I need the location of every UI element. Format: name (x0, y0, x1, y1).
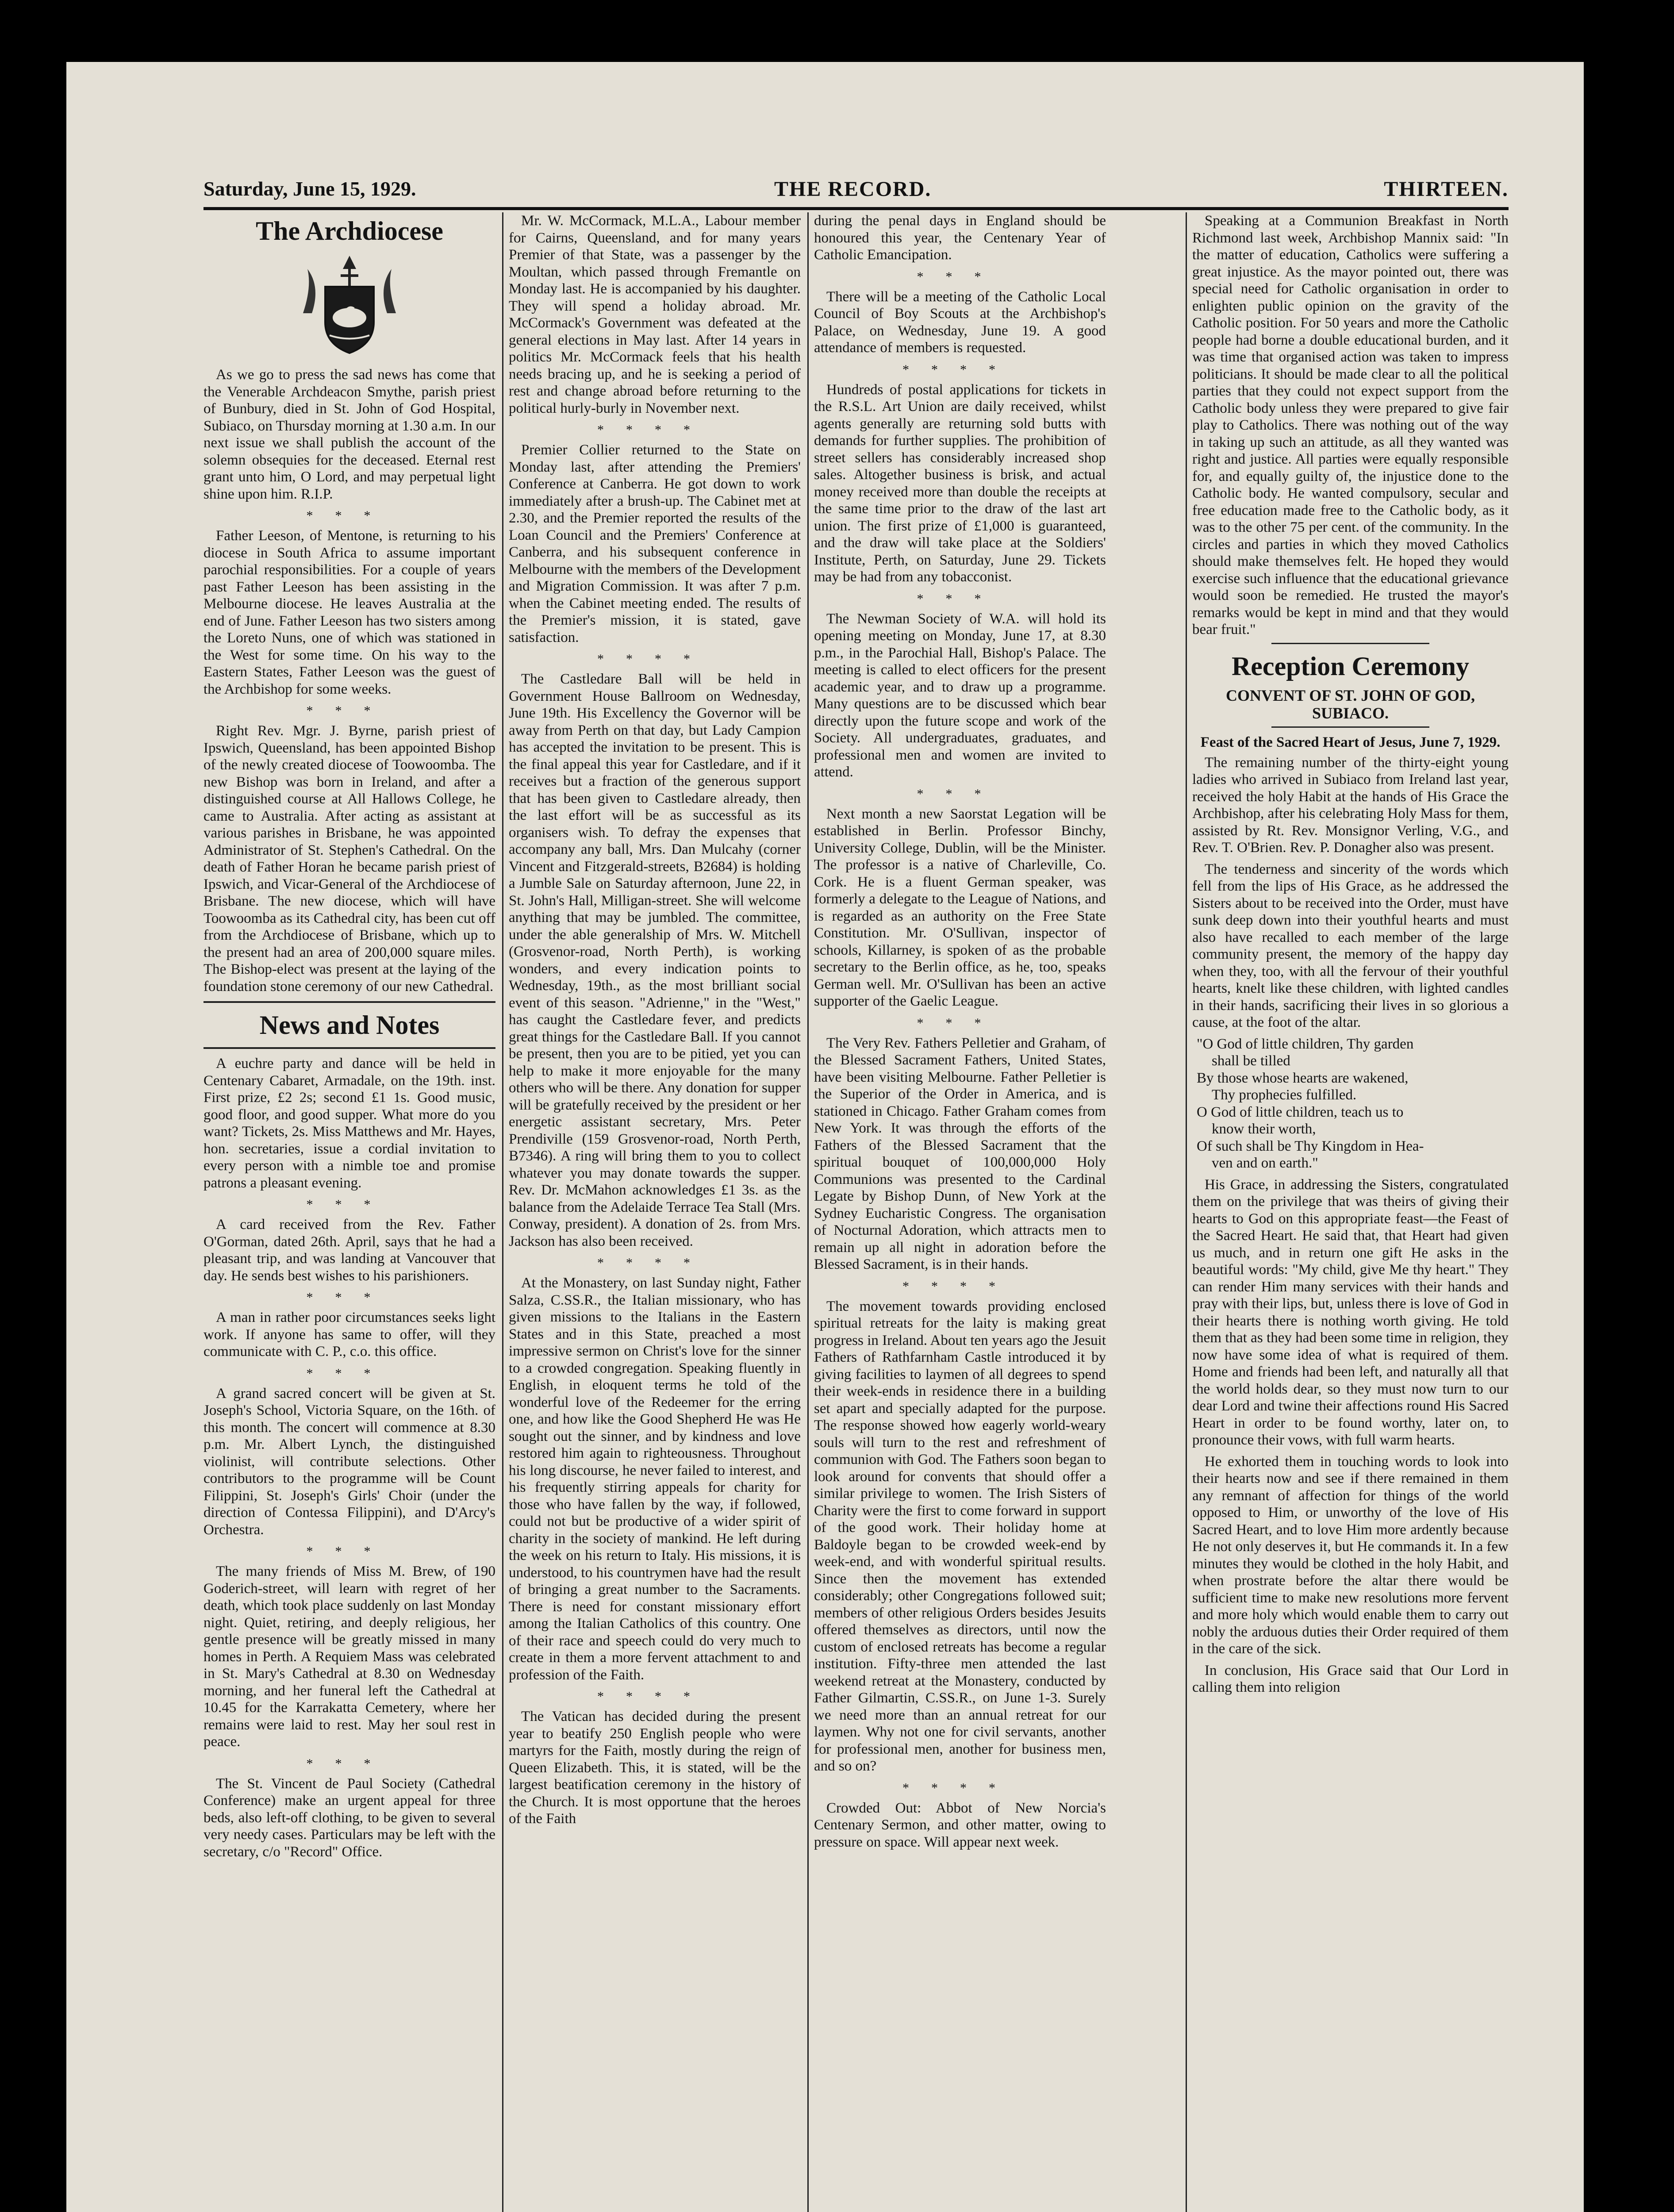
star-separator: *** (917, 269, 1003, 284)
issue-date: Saturday, June 15, 1929. (203, 177, 416, 200)
section-rule (203, 1047, 495, 1049)
article-paragraph: The St. Vincent de Paul Society (Cathedral Conference) make an urgent appeal for three beds, also left-off clothing, to be given to several very needy cases. Particulars may be left with the secretary, c/o "Record" Office. (203, 1775, 495, 1860)
star-separator: **** (902, 1279, 1017, 1294)
column-4 (1192, 212, 1509, 2212)
article-paragraph: Mr. W. McCormack, M.L.A., Labour member for Cairns, Queensland, and for many years Premier of that State, was a passenger by the Moultan, which passed through Fremantle on Monday last. He is accompanied by his daughter. They will spend a holiday abroad. Mr. McCormack's Government was defeated at the general elections in May last. After 14 years in politics Mr. McCormack feels that his health needs bracing up, and he is seeking a period of rest and change abroad before returning to the political hurly-burly in November next. (509, 213, 801, 416)
section-rule (203, 1001, 495, 1003)
column-divider (1186, 212, 1187, 2212)
section-heading: The Archdiocese (256, 216, 443, 246)
poem-line: By those whose hearts are wakened, (1197, 1070, 1409, 1086)
article-paragraph: Speaking at a Communion Breakfast in North Richmond last week, Archbishop Mannix said: "In the matter of education, Catholics were suffering a great injustice. As the mayor pointed out, there was special need for Catholic organisation in order to enlighten public opinion on the gravity of the Catholic position. For 50 years and more the Catholic people had borne a double educational burden, and it was time that organised action was taken to impress politicians. It should be made clear to all the political parties that they could not expect support from the Catholic body unless they were prepared to give fair play to Catholics. There was nothing out of the way in taking up such an attitude, as all they wanted was right and justice. All parties were equally responsible for, and equally guilty of, the injustice done to the Catholic body. He wanted compulsory, secular and free education made free to the Catholic body, as it was to the other 75 per cent. of the community. In the circles and parties in which they moved Catholics should make themselves felt. He hoped they would exercise such influence that the educational grievance would soon be remedied. He trusted the mayor's remarks would be kept in mind and that they would bear fruit." (1192, 213, 1509, 637)
feast-heading: Feast of the Sacred Heart of Jesus, June 7, 1929. (1200, 734, 1501, 750)
article-paragraph: The tenderness and sincerity of the words which fell from the lips of His Grace, as he addressed the Sisters about to be received into the Order, must have sunk deep down into their youthful hearts and must also have recalled to each member of the large community present, the memory of the happy day when they, too, with all the fervour of their youthful hearts, knelt like these children, with lighted candles in their hands, sacrificing their lives in so glorious a cause, at the foot of the altar. (1192, 861, 1509, 1030)
poem-line: know their worth, (1212, 1121, 1316, 1137)
article-paragraph: The Very Rev. Fathers Pelletier and Graham, of the Blessed Sacrament Fathers, United States, have been visiting Melbourne. Father Pelletier is the Superior of the Order in America, and is stationed in Chicago. Father Graham comes from New York. It was through the efforts of the Fathers of the Blessed Sacrament that the spiritual bouquet of 100,000,000 Holy Communions was presented to the Cardinal Legate by Bishop Dunn, of New York at the Sydney Eucharistic Congress. The organisation of Nocturnal Adoration, which attracts men to remain up all night in adoration before the Blessed Sacrament, is in their hands. (814, 1035, 1106, 1272)
article-paragraph: Crowded Out: Abbot of New Norcia's Centenary Sermon, and other matter, owing to pressure on space. Will appear next week. (814, 1800, 1106, 1850)
article-paragraph: As we go to press the sad news has come that the Venerable Archdeacon Smythe, parish priest of Bunbury, died in St. John of God Hospital, Subiaco, on Thursday morning at 1.30 a.m. In our next issue we shall publish the account of the solemn obsequies for the deceased. Eternal rest grant unto him, O Lord, and may perpetual light shine upon him. R.I.P. (203, 367, 495, 502)
column-2 (509, 212, 801, 2212)
article-paragraph: He exhorted them in touching words to look into their hearts now and see if there remained in them any remnant of affection for things of the world opposed to Him, or unworthy of the love of His Sacred Heart, and to love Him more ardently because He not only deserves it, but He commands it. In a few minutes they would be clothed in the holy Habit, and when prostrate before the altar there would be sufficient time to make new resolutions more fervent and more holy which would enable them to carry out nobly the arduous duties their Order required of them in the care of the sick. (1192, 1453, 1509, 1657)
article-paragraph: Premier Collier returned to the State on Monday last, after attending the Premiers' Conference at Canberra. He got down to work immediately after a brush-up. The Cabinet met at 2.30, and the Premier reported the results of the Loan Council and the Premiers' Conference at Canberra, and his subsequent conference in Melbourne with the members of the Development and Migration Commission. It was after 7 p.m. when the Cabinet meeting ended. The results of the Premier's mission, it is stated, gave satisfaction. (509, 442, 801, 645)
article-paragraph: The many friends of Miss M. Brew, of 190 Goderich-street, will learn with regret of her death, which took place suddenly on last Monday night. Quiet, retiring, and deeply religious, her gentle presence will be greatly missed in many homes in Perth. A Requiem Mass was celebrated in St. Mary's Cathedral at 8.30 on Wednesday morning, and her funeral left the Cathedral at 10.45 for the Karrakatta Cemetery, where her remains were laid to rest. May her soul rest in peace. (203, 1563, 495, 1750)
star-separator: **** (597, 422, 712, 437)
star-separator: *** (917, 591, 1003, 606)
star-separator: **** (597, 1689, 712, 1704)
star-separator: *** (306, 1197, 393, 1212)
article-paragraph: His Grace, in addressing the Sisters, congratulated them on the privilege that was theirs of giving their hearts to God on this appropriate feast—the Feast of the Sacred Heart. He said that, that Heart had given us much, and in return one gift He asks in the beautiful words: "My child, give Me thy heart." They can render Him many services with their hands and pray with their lips, but, unless there is love of God in their hearts there is nothing worth giving. He told them that as they had been some time in religion, they now have some idea of what is required of them. Home and friends had been left, and naturally all that the world holds dear, so they must now turn to our dear Lord and twine their affections round His Sacred Heart in order to be found worthy, later on, to pronounce their vows, with full warm hearts. (1192, 1176, 1509, 1448)
article-paragraph: A grand sacred concert will be given at St. Joseph's School, Victoria Square, on the 16th. of this month. The concert will commence at 8.30 p.m. Mr. Albert Lynch, the distinguished violinist, will contribute selections. Other contributors to the programme will be Count Filippini, St. Joseph's Girls' Choir (under the direction of Contessa Filippini), and D'Arcy's Orchestra. (203, 1385, 495, 1538)
section-rule (1271, 726, 1430, 728)
column-divider (807, 212, 809, 2212)
header-rule (203, 207, 1509, 210)
section-heading: News and Notes (259, 1010, 440, 1040)
masthead-title: THE RECORD. (774, 177, 932, 201)
section-heading: Reception Ceremony (1231, 651, 1470, 681)
article-paragraph: In conclusion, His Grace said that Our Lord in calling them into religion (1192, 1662, 1509, 1695)
star-separator: **** (902, 362, 1017, 377)
star-separator: *** (306, 1544, 393, 1559)
article-paragraph: Father Leeson, of Mentone, is returning to his diocese in South Africa to assume important parochial responsibilities. For a couple of years past Father Leeson has been assisting in the Melbourne diocese. He leaves Australia at the end of June. Father Leeson has two sisters among the Loreto Nuns, one of which was stationed in the West for some time. On his way to the Eastern States, Father Leeson was the guest of the Archbishop for some weeks. (203, 528, 495, 697)
article-paragraph: At the Monastery, on last Sunday night, Father Salza, C.SS.R., the Italian missionary, who has given missions to the Italians in the Eastern States and in this State, preached a most impressive sermon on Christ's love for the sinner to a crowded congregation. Speaking fluently in English, in eloquent terms he told of the wonderful love of the Redeemer for the erring one, and how like the Good Shepherd He was He sought out the sinner, and by kindness and love restored him again to righteousness. Throughout his long discourse, he never failed to interest, and his frequently stirring appeals for charity for those who have fallen by the way, if followed, could not but be productive of a wider spirit of charity in the society of mankind. He left during the week on his return to Italy. His missions, it is understood, to his countrymen have had the result of bringing a great number to the Sacraments. There is need for constant missionary effort among the Italian Catholics of this country. One of their race and speech could do very much to create in them a more fervent attachment to and profession of the Faith. (509, 1275, 801, 1683)
star-separator: *** (917, 1015, 1003, 1030)
archdiocese-crest-icon (294, 251, 405, 362)
article-paragraph: Next month a new Saorstat Legation will be established in Berlin. Professor Binchy, University College, Dublin, will be the Minister. The professor is a native of Charleville, Co. Cork. He is a fluent German speaker, was formerly a delegate to the League of Nations, and is regarded as an authority on the Free State Constitution. Mr. O'Sullivan, inspector of schools, Killarney, is spoken of as the probable secretary to the Berlin office, as he, too, speaks German well. Mr. O'Sullivan has been an active supporter of the Gaelic League. (814, 806, 1106, 1009)
star-separator: **** (902, 1780, 1017, 1795)
article-paragraph: The Castledare Ball will be held in Government House Ballroom on Wednesday, June 19th. His Excellency the Governor will be away from Perth on that day, but Lady Campion has accepted the invitation to be present. This is the final appeal this year for Castledare, and if it receives but a fraction of the generous support that has been given to Castledare already, then the last effort will be as successful as its organisers wish. To defray the expenses that accompany any ball, Mrs. Dan Mulcahy (corner Vincent and Fitzgerald-streets, B2684) is holding a Jumble Sale on Saturday afternoon, June 22, in St. John's Hall, Milligan-street. She will welcome anything that may be jumbled. The committee, under the able generalship of Mrs. W. Mitchell (Grosvenor-road, North Perth), is working wonders, and every indication points to Wednesday, 19th., as the most brilliant social event of this season. "Adrienne," in the "West," has caught the Castledare fever, and predicts great things for the Castledare Ball. If you cannot be present, then you are to be pitied, yet you can help to make it more enjoyable for the many others who will be there. Any donation for supper will be gratefully received by the president or her energetic assistant secretary, Mrs. Peter Prendiville (159 Grosvenor-road, North Perth, B7346). A ring will bring them to you to collect whatever you may donate towards the supper. Rev. Dr. McMahon acknowledges £1 3s. as the balance from the Adelaide Terrace Tea Stall (Mrs. Conway, president). A donation of 2s. from Mrs. Jackson has also been received. (509, 671, 801, 1249)
star-separator: **** (597, 1256, 712, 1270)
article-paragraph: Hundreds of postal applications for tickets in the R.S.L. Art Union are daily received, whilst agents generally are returning sold butts with demands for further supplies. The prohibition of street sellers has considerably increased shop sales. Altogether business is brisk, and actual money received more than double the receipts at the same time prior to the draw of the last art union. The first prize of £1,000 is guaranteed, and the draw will take place at the Soldiers' Institute, Perth, on Saturday, June 29. Tickets may be had from any tobacconist. (814, 381, 1106, 585)
article-paragraph: A euchre party and dance will be held in Centenary Cabaret, Armadale, on the 19th. inst. First prize, £2 2s; second £1 1s. Good music, good floor, and good supper. What more do you want? Tickets, 2s. Miss Matthews and Mr. Hayes, hon. secretaries, issue a cordial invitation to every person with a nimble toe and promise patrons a pleasant evening. (203, 1056, 495, 1191)
column-divider (502, 212, 503, 2212)
star-separator: *** (306, 508, 393, 523)
article-paragraph: The Vatican has decided during the present year to beatify 250 English people who were martyrs for the Faith, mostly during the reign of Queen Elizabeth. This, it is stated, will be the largest beatification ceremony in the history of the Church. It is most opportune that the heroes of the Faith (509, 1709, 801, 1827)
article-paragraph: The movement towards providing enclosed spiritual retreats for the laity is making great progress in Ireland. About ten years ago the Jesuit Fathers of Rathfarnham Castle introduced it by giving facilities to laymen of all degrees to spend their week-ends in residence there in a building set apart and specially adapted for the purpose. The response showed how eagerly world-weary souls will turn to the rest and refreshment of communion with God. The Fathers soon began to look around for convents that should offer a similar privilege to women. The Irish Sisters of Charity were the first to come forward in support of the good work. Their holiday home at Baldoyle began to be crowded week-end by week-end, and with wonderful spiritual results. Since then the movement has extended considerably; other Congregations followed suit; members of other religious Orders besides Jesuits offered themselves as directors, until now the custom of enclosed retreats has become a regular institution. Fifty-three men attended the last weekend retreat at the Monastery, conducted by Father Gilmartin, C.SS.R., on June 1-3. Surely we need more than an annual retreat for our laymen. Why not one for civil servants, another for professional men, another for business men, and so on? (814, 1298, 1106, 1774)
section-rule (1271, 643, 1430, 644)
poem (1192, 1036, 1509, 1172)
poem-line: O God of little children, teach us to (1197, 1104, 1404, 1120)
star-separator: *** (917, 786, 1003, 801)
star-separator: *** (306, 703, 393, 718)
column-1 (203, 212, 495, 2212)
poem-line: Of such shall be Thy Kingdom in Hea- (1197, 1138, 1424, 1154)
poem-line: Thy prophecies fulfilled. (1212, 1087, 1357, 1103)
article-paragraph: A card received from the Rev. Father O'Gorman, dated 26th. April, says that he had a pleasant trip, and was landing at Vancouver that day. He sends best wishes to his parishioners. (203, 1217, 495, 1284)
article-paragraph: The Newman Society of W.A. will hold its opening meeting on Monday, June 17, at 8.30 p.m., in the Parochial Hall, Bishop's Palace. The meeting is called to elect officers for the present academic year, and to draw up a programme. Many questions are to be discussed which bear directly upon the future scope and work of the Society. All undergraduates, graduates, and professional men and women are invited to attend. (814, 611, 1106, 780)
article-paragraph: There will be a meeting of the Catholic Local Council of Boy Scouts at the Archbishop's Palace, on Wednesday, June 19. A good attendance of members is requested. (814, 288, 1106, 356)
poem-line: "O God of little children, Thy garden (1197, 1036, 1414, 1052)
star-separator: *** (306, 1756, 393, 1771)
article-paragraph: A man in rather poor circumstances seeks light work. If anyone has same to offer, will they communicate with C. P., c.o. this office. (203, 1310, 495, 1359)
star-separator: *** (306, 1290, 393, 1305)
article-paragraph: during the penal days in England should be honoured this year, the Centenary Year of Catholic Emancipation. (814, 213, 1106, 263)
section-subheading: CONVENT OF ST. JOHN OF GOD, SUBIACO. (1225, 686, 1475, 722)
poem-line: ven and on earth." (1212, 1155, 1318, 1171)
star-separator: **** (597, 652, 712, 666)
page-header (203, 177, 1509, 208)
article-paragraph: The remaining number of the thirty-eight young ladies who arrived in Subiaco from Ireland last year, received the holy Habit at the hands of His Grace the Archbishop, after his celebrating Holy Mass for them, assisted by Rt. Rev. Monsignor Verling, V.G., and Rev. T. O'Brien. Rev. P. Donagher also was present. (1192, 754, 1509, 856)
poem-line: shall be tilled (1212, 1053, 1290, 1069)
article-paragraph: Right Rev. Mgr. J. Byrne, parish priest of Ipswich, Queensland, has been appointed Bishop of the newly created diocese of Toowoomba. The new Bishop was born in Ireland, and after a distinguished course at All Hallows College, he came to Australia. After acting as assistant at various parishes in Brisbane, he was appointed Administrator of St. Stephen's Cathedral. On the death of Father Horan he became parish priest of Ipswich, and Vicar-General of the Archdiocese of Brisbane. The new diocese, which will have Toowoomba as its Cathedral city, has been cut off from the Archdiocese of Brisbane, which up to the present had an area of 200,000 square miles. The Bishop-elect was present at the laying of the foundation stone ceremony of our new Cathedral. (203, 723, 495, 995)
page-number: THIRTEEN. (1384, 177, 1509, 201)
column-3 (814, 212, 1106, 2212)
star-separator: *** (306, 1366, 393, 1381)
